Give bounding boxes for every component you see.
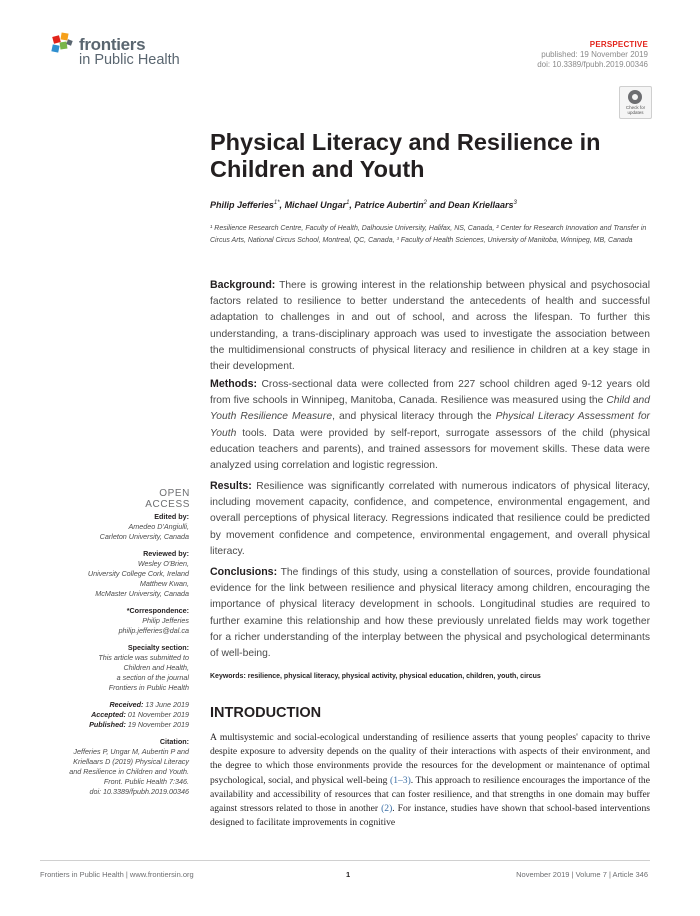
date-label: Published: [89,720,126,729]
date-value: 19 November 2019 [127,720,189,729]
check-for-updates-icon [628,90,642,104]
sidebar-heading: *Correspondence: [126,606,189,615]
check-for-updates-button[interactable] [619,86,652,119]
sidebar-line: Children and Health, [123,663,189,672]
sidebar-line: Jefferies P, Ungar M, Aubertin P and [73,747,189,756]
date-value: 01 November 2019 [127,710,189,719]
journal-name-line2: in Public Health [79,52,180,68]
footer-issue-info: November 2019 | Volume 7 | Article 346 [516,870,648,879]
keywords: Keywords: resilience, physical literacy, physical activity, physical education, children, youth, circus [210,673,541,680]
sidebar-line: Carleton University, Canada [99,532,189,541]
journal-logo[interactable] [51,30,201,70]
article-sidebar [40,512,189,797]
publication-info [537,40,648,70]
doi-link[interactable]: doi: 10.3389/fpubh.2019.00346 [537,60,648,69]
sidebar-line[interactable]: Wesley O'Brien, [137,559,189,568]
sidebar-line: and Resilience in Children and Youth. [69,767,189,776]
section-heading: INTRODUCTION [210,705,322,721]
body-text: A multisystemic and social-ecological understanding of resilience asserts that young peoples' capacity to thrive despite exposure to adversity depends on the quality of their interactions with aspects of their environment, and the degree to which those environments provide the resources for the development or maintenance of optimal psychological, social, and physical well-being [210,732,650,786]
abstract-text: Resilience was significantly correlated with numerous indicators of physical literacy, including movement capacity, confidence, and competence, environmental engagement, and overall perceptions of physical literacy. Regressions indicated that resilience could be predicted by movement confidence and competence, environmental engagement, and overall physical literacy. [210,481,650,557]
sidebar-heading: Specialty section: [127,643,189,652]
sidebar-line: University College Cork, Ireland [87,569,189,578]
sidebar-heading: Citation: [159,737,189,746]
abstract-label: Background: [210,279,276,291]
reference-link[interactable]: (1–3) [390,774,411,786]
sidebar-line[interactable]: Matthew Kwan, [139,579,189,588]
abstract-label: Results: [210,480,252,492]
author-sup: 1 [346,200,350,206]
article-title: Physical Literacy and Resilience in Children and Youth [210,129,601,182]
abstract-text: , and physical literacy through the [332,411,496,423]
abstract-text: The findings of this study, using a constellation of sources, provide foundational evidence for the link between resilience and physical literacy among children, encouraging the importance of physical literacy development in schools. Longitudinal studies are required to further examine this relationship and how these previously unrelated fields may work together for a richer understanding of the interplay between the physical and psychological determinants of well-being. [210,567,650,660]
published-date: published: 19 November 2019 [541,50,648,59]
sidebar-line[interactable]: Amedeo D'Angiulli, [128,522,189,531]
abstract-text: tools. Data were provided by self-report, surrogate assessors of the child (physical education teachers and parents), and trained assessors for movement skills. These data were analyzed using correlation and logistic regression. [210,427,650,472]
citation-doi[interactable]: doi: 10.3389/fpubh.2019.00346 [89,787,189,796]
abstract-emphasis: Child and Youth Resilience Measure [210,395,650,423]
abstract-emphasis: Physical Literacy Assessment for Youth [210,411,650,439]
reference-link[interactable]: (2) [381,803,393,815]
footer-journal[interactable]: Frontiers in Public Health | www.frontiersin.org [40,870,194,879]
author-sup: 3 [513,200,517,206]
author-name[interactable]: Michael Ungar [284,200,347,210]
date-value: 13 June 2019 [145,700,189,709]
date-label: Accepted: [91,710,126,719]
footer-divider [40,860,650,861]
sidebar-heading: Edited by: [154,512,189,521]
abstract-background [210,277,650,375]
abstract-conclusions [210,564,650,662]
author-name[interactable]: Patrice Aubertin [354,200,424,210]
sidebar-line: This article was submitted to [98,653,189,662]
sidebar-line: McMaster University, Canada [95,589,189,598]
page-number: 1 [346,870,351,879]
author-sup: 1* [273,200,280,206]
date-accepted [40,710,189,720]
abstract-results [210,478,650,560]
sidebar-line: Frontiers in Public Health [108,683,189,692]
journal-name-line1: frontiers [79,35,146,54]
intro-paragraph [210,731,650,830]
date-label: Received: [109,700,144,709]
abstract-text: Cross-sectional data were collected from 227 school children aged 9-12 years old from five schools in Winnipeg, Manitoba, Canada. Resilience was measured using the [210,379,650,407]
frontiers-logo-icon [51,32,77,58]
abstract-label: Methods: [210,378,258,390]
abstract-label: Conclusions: [210,566,278,578]
correspondence-email[interactable]: philip.jefferies@dal.ca [118,626,189,635]
date-published [40,720,189,730]
abstract-methods [210,376,650,474]
sidebar-heading: Reviewed by: [143,549,189,558]
author-sup: 2 [423,200,427,206]
sidebar-line: Front. Public Health 7:346. [103,777,189,786]
author-name[interactable]: Dean Kriellaars [447,200,514,210]
body-text: . For instance, studies have shown that school-based interventions designed to facilitate improvements in cognitive [210,803,650,829]
author-name[interactable]: Philip Jefferies [210,200,274,210]
sidebar-line: Kriellaars D (2019) Physical Literacy [73,757,189,766]
affiliations: ¹ Resilience Research Centre, Faculty of Health, Dalhousie University, Halifax, NS, Canada, ² Center for Research Innovation and Transfer in Circus Arts, National Circus School, Montreal, QC, Canada, ³ Faculty of Health Sciences, University of Manitoba, Winnipeg, MB, Canada [210,225,647,244]
body-text: . This approach to resilience encourages the importance of the availability and accessibility of resources that can foster resilience, and that strengths in one domain may buffer against stressors related to those in another [210,774,650,815]
check-for-updates-label: Check for updates [625,105,646,115]
abstract-text: There is growing interest in the relationship between physical and psychosocial factors related to resilience to better understand the antecedents of health and successful adaptation to challenges in and out of school, and across the lifespan. To further this understanding, a trans-disciplinary approach was used to investigate the association between the multidimensional constructs of physical literacy and resilience in children at a key stage in their development. [210,280,650,373]
article-type: PERSPECTIVE [589,40,648,49]
author-list: Philip Jefferies$^{1*}$, Michael Ungar$^1$, Patrice Aubertin$^2$ and Dean Kriellaars$^3$ [210,200,517,210]
open-access-label: OPEN ACCESS [145,488,190,510]
date-received [40,700,189,710]
sidebar-line: Philip Jefferies [142,616,189,625]
sidebar-line: a section of the journal [116,673,189,682]
